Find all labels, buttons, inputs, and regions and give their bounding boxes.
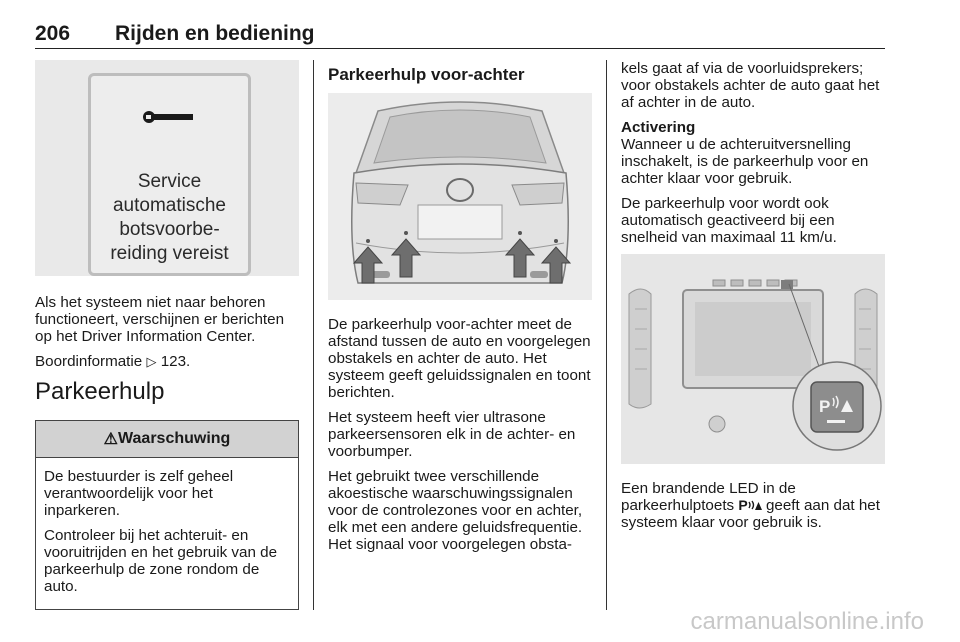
warning-body bbox=[36, 458, 298, 609]
page-header bbox=[35, 18, 885, 49]
warning-header bbox=[36, 421, 298, 458]
paragraph-function: De parkeerhulp voor-achter meet de afstand tussen de auto en voorgelegen obstakels en achter de auto. Het systeem geeft geluidssignalen en toont berichten. bbox=[328, 316, 591, 401]
car-rear-sensors-figure bbox=[328, 93, 592, 300]
dashboard-button-figure bbox=[621, 254, 885, 464]
paragraph-auto-activation: De parkeerhulp voor wordt ook automatisch geactiveerd bij een snelheid van maximaal 11 km/u. bbox=[621, 195, 837, 246]
page-reference-arrow-icon: ▷ bbox=[146, 354, 157, 369]
wrench-icon bbox=[91, 76, 248, 156]
chapter-title: Rijden en bediening bbox=[115, 22, 315, 45]
paragraph-led: Een brandende LED in de parkeerhulptoets P geeft aan dat het systeem klaar voor gebruik is. bbox=[621, 480, 880, 531]
column-divider-2 bbox=[606, 60, 607, 610]
watermark: carmanualsonline.info bbox=[690, 608, 924, 635]
dashboard-illustration bbox=[621, 254, 885, 464]
paragraph-signals: Het gebruikt twee verschillende akoestische waarschuwingssignalen voor de controlezones voor en achter, elk met een andere geluidsfrequentie. Het signaal voor voorgelegen obsta- bbox=[328, 468, 583, 553]
service-message-figure bbox=[35, 60, 299, 276]
column-heading: Parkeerhulp voor-achter bbox=[328, 65, 525, 84]
warning-triangle-icon: ⚠ bbox=[103, 431, 119, 448]
paragraph-speakers: kels gaat af via de voorluidsprekers; voor obstakels achter de auto gaat het af achter in de auto. bbox=[621, 60, 880, 111]
warning-box bbox=[35, 420, 299, 610]
service-display-frame bbox=[88, 73, 251, 276]
column-1 bbox=[35, 60, 299, 610]
section-heading: Parkeerhulp bbox=[35, 378, 165, 405]
service-message-text: Service automatische botsvoorbe- reiding vereist bbox=[110, 171, 229, 264]
page-number: 206 bbox=[35, 22, 71, 45]
column-2 bbox=[328, 60, 592, 561]
parking-assist-icon: P bbox=[738, 497, 761, 513]
warning-paragraph-2: Controleer bij het achteruit- en vooruitrijden en het gebruik van de parkeerhulp de zone rondom de auto. bbox=[44, 527, 278, 595]
column-divider-1 bbox=[313, 60, 314, 610]
activation-heading: Activering bbox=[621, 119, 696, 136]
parking-assist-button-label: P bbox=[819, 397, 831, 416]
warning-title: Waarschuwing bbox=[118, 430, 231, 447]
paragraph-reverse-gear: Wanneer u de achteruitversnelling inschakelt, is de parkeerhulp voor en achter klaar voor gebruik. bbox=[621, 136, 869, 187]
warning-paragraph-1: De bestuurder is zelf geheel verantwoordelijk voor het inparkeren. bbox=[44, 468, 234, 519]
column-3 bbox=[621, 60, 885, 539]
paragraph-cross-reference: Boordinformatie ▷ 123. bbox=[35, 353, 191, 370]
page-reference-link[interactable]: 123. bbox=[160, 353, 191, 370]
paragraph-malfunction: Als het systeem niet naar behoren functioneert, verschijnen er berichten op het Driver Information Center. bbox=[35, 294, 285, 345]
paragraph-sensors: Het systeem heeft vier ultrasone parkeersensoren elk in de achter- en voorbumper. bbox=[328, 409, 576, 460]
car-rear-illustration bbox=[328, 93, 592, 300]
